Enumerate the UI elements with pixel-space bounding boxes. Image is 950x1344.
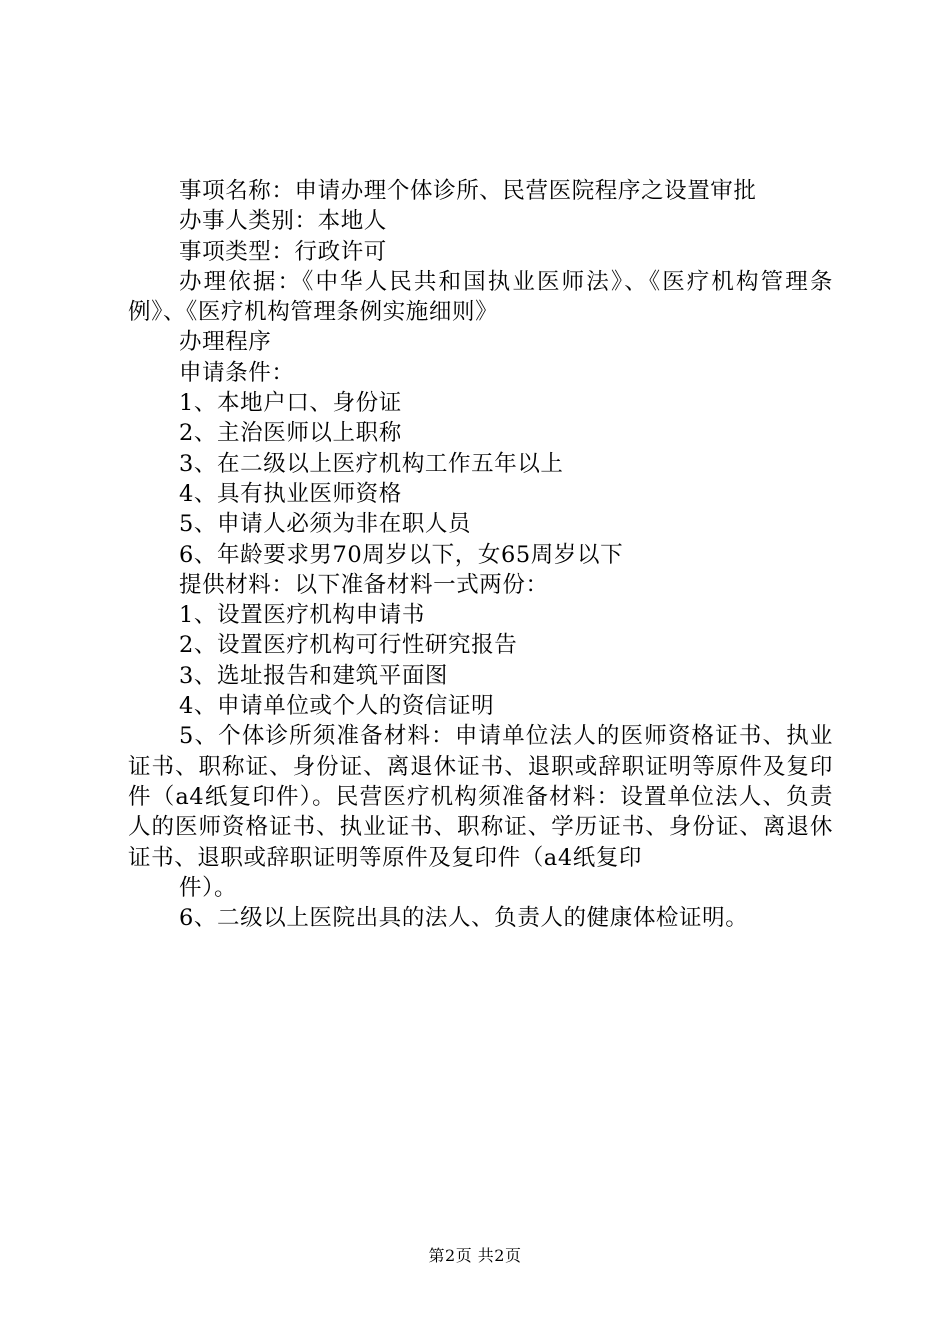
material-5-paragraph: 5、个体诊所须准备材料：申请单位法人的医师资格证书、执业证书、职称证、身份证、离退休证书、退职或辞职证明等原件及复印件（a4纸复印件）。民营医疗机构须准备材料：设置单位法人、负责人的医师资格证书、执业证书、职称证、学历证书、身份证、离退休证书、退职或辞职证明等原件及复印件（a4纸复印 [128, 723, 833, 871]
condition-item: 6、年龄要求男70周岁以下，女65周岁以下 [179, 541, 624, 568]
material-item: 1、设置医疗机构申请书 [179, 602, 425, 629]
conditions-heading: 申请条件： [179, 359, 295, 386]
material-item: 2、设置医疗机构可行性研究报告 [179, 632, 518, 659]
condition-item: 5、申请人必须为非在职人员 [179, 511, 472, 538]
document-body [128, 176, 833, 933]
item-type: 事项类型：行政许可 [179, 238, 387, 265]
item-name: 事项名称：申请办理个体诊所、民营医院程序之设置审批 [179, 178, 757, 204]
condition-item: 2、主治医师以上职称 [179, 420, 402, 447]
condition-item: 1、本地户口、身份证 [179, 390, 402, 417]
condition-item: 3、在二级以上医疗机构工作五年以上 [179, 450, 564, 477]
material-item: 3、选址报告和建筑平面图 [179, 662, 449, 689]
material-item: 4、申请单位或个人的资信证明 [179, 693, 495, 720]
page-number-footer: 第2页 共2页 [428, 1246, 522, 1265]
material-5-tail: 件）。 [179, 874, 238, 901]
procedure-heading: 办理程序 [179, 329, 272, 356]
condition-item: 4、具有执业医师资格 [179, 480, 402, 507]
materials-heading: 提供材料：以下准备材料一式两份： [179, 571, 549, 598]
material-6: 6、二级以上医院出具的法人、负责人的健康体检证明。 [179, 905, 749, 932]
basis-paragraph: 办理依据：《中华人民共和国执业医师法》、《医疗机构管理条例》、《医疗机构管理条例实施细则》 [128, 268, 833, 326]
applicant-type: 办事人类别：本地人 [179, 208, 387, 235]
